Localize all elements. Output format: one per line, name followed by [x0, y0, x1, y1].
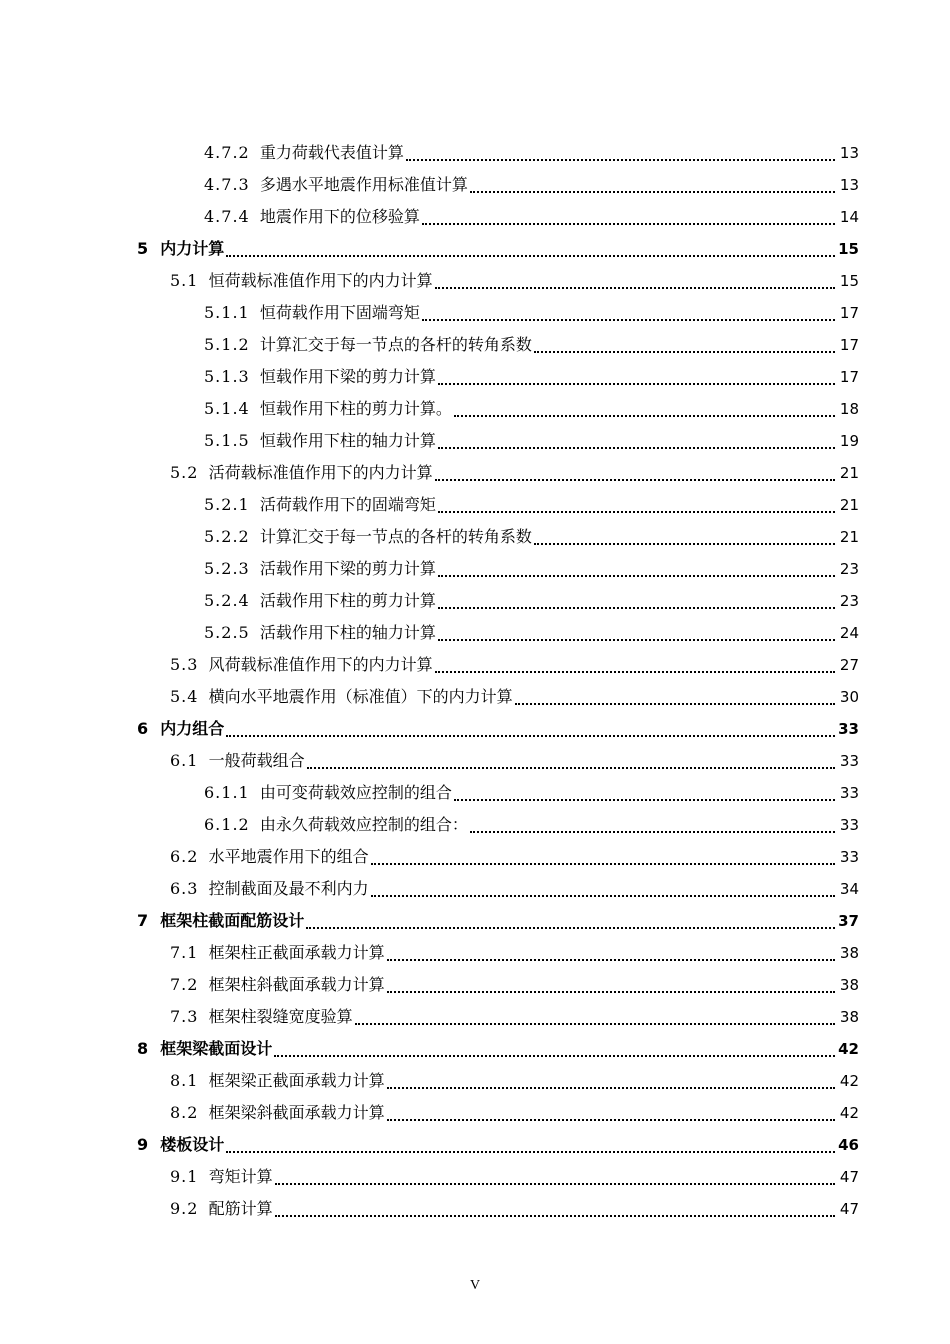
toc-entry[interactable] — [0, 265, 950, 297]
dot-leader — [371, 862, 835, 865]
toc-entry-page: 47 — [839, 1168, 859, 1186]
toc-entry-title: 配筋计算 — [208, 1199, 273, 1218]
toc-entry[interactable] — [0, 585, 950, 617]
toc-entry[interactable] — [0, 745, 950, 777]
toc-entry-page: 46 — [838, 1136, 859, 1154]
toc-entry-page: 13 — [839, 176, 859, 194]
toc-entry-title: 活荷载作用下的固端弯矩 — [259, 495, 436, 514]
toc-entry[interactable] — [0, 649, 950, 681]
toc-entry-title: 横向水平地震作用（标准值）下的内力计算 — [208, 687, 513, 706]
toc-entry[interactable] — [0, 969, 950, 1001]
dot-leader — [435, 670, 835, 673]
toc-entry-page: 23 — [839, 592, 859, 610]
toc-entry-number: 5.1.4 — [204, 399, 250, 418]
dot-leader — [454, 798, 835, 801]
dot-leader — [422, 222, 835, 225]
toc-entry-page: 42 — [839, 1072, 859, 1090]
toc-entry-title: 活载作用下柱的剪力计算 — [259, 591, 436, 610]
toc-entry-number: 6.2 — [170, 847, 199, 866]
toc-entry-number: 5.3 — [170, 655, 199, 674]
toc-entry-page: 33 — [838, 720, 859, 738]
toc-entry-number: 8 — [137, 1039, 150, 1058]
toc-entry[interactable] — [0, 1161, 950, 1193]
dot-leader — [274, 1054, 835, 1057]
page-number-footer: V — [469, 1278, 481, 1293]
toc-entry-number: 5.2.5 — [204, 623, 250, 642]
toc-entry-number: 6.3 — [170, 879, 199, 898]
dot-leader — [226, 1150, 835, 1153]
toc-entry-number: 7.3 — [170, 1007, 199, 1026]
toc-entry-number: 4.7.4 — [204, 207, 250, 226]
toc-entry-page: 38 — [839, 976, 859, 994]
toc-entry-title: 恒载作用下柱的剪力计算。 — [259, 399, 452, 418]
toc-entry[interactable] — [0, 617, 950, 649]
toc-entry[interactable] — [0, 233, 950, 265]
dot-leader — [515, 702, 835, 705]
toc-entry-page: 42 — [839, 1104, 859, 1122]
toc-entry-number: 5.2.3 — [204, 559, 250, 578]
toc-entry-number: 6.1.1 — [204, 783, 250, 802]
toc-entry-number: 5.1.5 — [204, 431, 250, 450]
toc-entry[interactable] — [0, 297, 950, 329]
toc-entry-number: 5.2.1 — [204, 495, 250, 514]
dot-leader — [226, 734, 835, 737]
toc-entry-title: 由可变荷载效应控制的组合 — [259, 783, 452, 802]
toc-entry[interactable] — [0, 873, 950, 905]
toc-entry-title: 活荷载标准值作用下的内力计算 — [208, 463, 433, 482]
dot-leader — [438, 510, 835, 513]
toc-entry[interactable] — [0, 521, 950, 553]
toc-entry-title: 地震作用下的位移验算 — [259, 207, 420, 226]
toc-entry-number: 7 — [137, 911, 150, 930]
toc-entry-number: 6 — [137, 719, 150, 738]
toc-entry-number: 5.1.3 — [204, 367, 250, 386]
toc-entry-title: 框架梁截面设计 — [160, 1039, 273, 1058]
dot-leader — [534, 350, 835, 353]
toc-entry-page: 21 — [839, 464, 859, 482]
toc-entry-page: 34 — [839, 880, 859, 898]
toc-entry[interactable] — [0, 1129, 950, 1161]
toc-entry[interactable] — [0, 169, 950, 201]
toc-entry-title: 楼板设计 — [160, 1135, 225, 1154]
dot-leader — [435, 286, 835, 289]
dot-leader — [387, 958, 835, 961]
dot-leader — [470, 190, 835, 193]
toc-entry-page: 23 — [839, 560, 859, 578]
toc-entry-number: 5 — [137, 239, 150, 258]
toc-entry-number: 5.1.1 — [204, 303, 250, 322]
toc-entry-number: 5.4 — [170, 687, 199, 706]
dot-leader — [275, 1214, 835, 1217]
toc-entry-title: 计算汇交于每一节点的各杆的转角系数 — [259, 335, 532, 354]
dot-leader — [226, 254, 835, 257]
toc-entry[interactable] — [0, 713, 950, 745]
toc-entry-page: 30 — [839, 688, 859, 706]
toc-entry-page: 38 — [839, 1008, 859, 1026]
toc-entry[interactable] — [0, 1001, 950, 1033]
toc-entry-title: 一般荷载组合 — [208, 751, 305, 770]
dot-leader — [275, 1182, 835, 1185]
toc-entry[interactable] — [0, 937, 950, 969]
toc-entry-number: 4.7.3 — [204, 175, 250, 194]
toc-entry-title: 内力组合 — [160, 719, 225, 738]
dot-leader — [438, 606, 835, 609]
toc-entry[interactable] — [0, 777, 950, 809]
toc-entry-number: 9.2 — [170, 1199, 199, 1218]
toc-entry-title: 由永久荷载效应控制的组合： — [259, 815, 468, 834]
toc-entry-title: 水平地震作用下的组合 — [208, 847, 369, 866]
toc-entry-title: 弯矩计算 — [208, 1167, 273, 1186]
toc-entry-title: 框架柱正截面承载力计算 — [208, 943, 385, 962]
toc-entry[interactable] — [0, 681, 950, 713]
toc-entry[interactable] — [0, 1065, 950, 1097]
dot-leader — [435, 478, 835, 481]
toc-entry-title: 计算汇交于每一节点的各杆的转角系数 — [259, 527, 532, 546]
toc-entry-page: 14 — [839, 208, 859, 226]
toc-entry[interactable] — [0, 1193, 950, 1225]
toc-entry-page: 17 — [839, 368, 859, 386]
toc-entry-page: 17 — [839, 336, 859, 354]
dot-leader — [387, 990, 835, 993]
toc-entry[interactable] — [0, 841, 950, 873]
toc-entry[interactable] — [0, 905, 950, 937]
toc-entry-page: 33 — [839, 848, 859, 866]
toc-entry-title: 恒荷载作用下固端弯矩 — [259, 303, 420, 322]
dot-leader — [371, 894, 835, 897]
dot-leader — [438, 574, 835, 577]
toc-entry-page: 21 — [839, 496, 859, 514]
dot-leader — [355, 1022, 835, 1025]
toc-entry-page: 13 — [839, 144, 859, 162]
toc-entry-title: 框架柱截面配筋设计 — [160, 911, 305, 930]
toc-entry[interactable] — [0, 1097, 950, 1129]
toc-entry-page: 33 — [839, 816, 859, 834]
toc-entry-page: 15 — [838, 240, 859, 258]
dot-leader — [454, 414, 835, 417]
toc-entry-title: 风荷载标准值作用下的内力计算 — [208, 655, 433, 674]
toc-entry-title: 活载作用下柱的轴力计算 — [259, 623, 436, 642]
dot-leader — [387, 1118, 835, 1121]
toc-entry-number: 9 — [137, 1135, 150, 1154]
toc-entry[interactable] — [0, 201, 950, 233]
dot-leader — [307, 766, 835, 769]
toc-entry-page: 37 — [838, 912, 859, 930]
toc-entry-number: 7.1 — [170, 943, 199, 962]
toc-entry[interactable] — [0, 425, 950, 457]
dot-leader — [306, 926, 835, 929]
toc-entry[interactable] — [0, 137, 950, 169]
toc-entry-number: 6.1 — [170, 751, 199, 770]
table-of-contents — [0, 137, 950, 1225]
toc-entry-title: 活载作用下梁的剪力计算 — [259, 559, 436, 578]
toc-entry-page: 33 — [839, 784, 859, 802]
toc-entry-number: 6.1.2 — [204, 815, 250, 834]
toc-entry-title: 框架柱裂缝宽度验算 — [208, 1007, 353, 1026]
toc-entry-page: 33 — [839, 752, 859, 770]
toc-entry-number: 5.1 — [170, 271, 199, 290]
toc-entry-number: 8.2 — [170, 1103, 199, 1122]
toc-entry-title: 重力荷载代表值计算 — [259, 143, 404, 162]
toc-entry-title: 框架柱斜截面承载力计算 — [208, 975, 385, 994]
toc-entry-number: 5.1.2 — [204, 335, 250, 354]
toc-entry-title: 多遇水平地震作用标准值计算 — [259, 175, 468, 194]
toc-entry-title: 恒载作用下柱的轴力计算 — [259, 431, 436, 450]
dot-leader — [470, 830, 835, 833]
toc-entry[interactable] — [0, 393, 950, 425]
dot-leader — [438, 382, 835, 385]
toc-entry-page: 19 — [839, 432, 859, 450]
toc-entry-page: 18 — [839, 400, 859, 418]
toc-entry-page: 47 — [839, 1200, 859, 1218]
toc-entry-title: 恒载作用下梁的剪力计算 — [259, 367, 436, 386]
toc-entry-title: 框架梁正截面承载力计算 — [208, 1071, 385, 1090]
toc-entry-title: 控制截面及最不利内力 — [208, 879, 369, 898]
toc-entry-number: 9.1 — [170, 1167, 199, 1186]
toc-entry[interactable] — [0, 361, 950, 393]
dot-leader — [534, 542, 835, 545]
toc-entry-page: 21 — [839, 528, 859, 546]
toc-entry-number: 5.2.2 — [204, 527, 250, 546]
toc-entry-title: 内力计算 — [160, 239, 225, 258]
dot-leader — [387, 1086, 835, 1089]
toc-entry-title: 框架梁斜截面承载力计算 — [208, 1103, 385, 1122]
toc-entry-title: 恒荷载标准值作用下的内力计算 — [208, 271, 433, 290]
dot-leader — [438, 446, 835, 449]
dot-leader — [422, 318, 835, 321]
toc-entry-page: 38 — [839, 944, 859, 962]
toc-entry-page: 27 — [839, 656, 859, 674]
toc-entry[interactable] — [0, 553, 950, 585]
toc-entry[interactable] — [0, 809, 950, 841]
toc-entry-number: 8.1 — [170, 1071, 199, 1090]
toc-entry-number: 5.2 — [170, 463, 199, 482]
toc-entry-page: 42 — [838, 1040, 859, 1058]
toc-entry-number: 7.2 — [170, 975, 199, 994]
toc-entry[interactable] — [0, 329, 950, 361]
toc-entry[interactable] — [0, 489, 950, 521]
toc-entry-page: 17 — [839, 304, 859, 322]
toc-entry-page: 15 — [839, 272, 859, 290]
dot-leader — [438, 638, 835, 641]
toc-entry[interactable] — [0, 1033, 950, 1065]
dot-leader — [406, 158, 835, 161]
toc-entry-number: 4.7.2 — [204, 143, 250, 162]
toc-entry-number: 5.2.4 — [204, 591, 250, 610]
toc-entry[interactable] — [0, 457, 950, 489]
toc-entry-page: 24 — [839, 624, 859, 642]
